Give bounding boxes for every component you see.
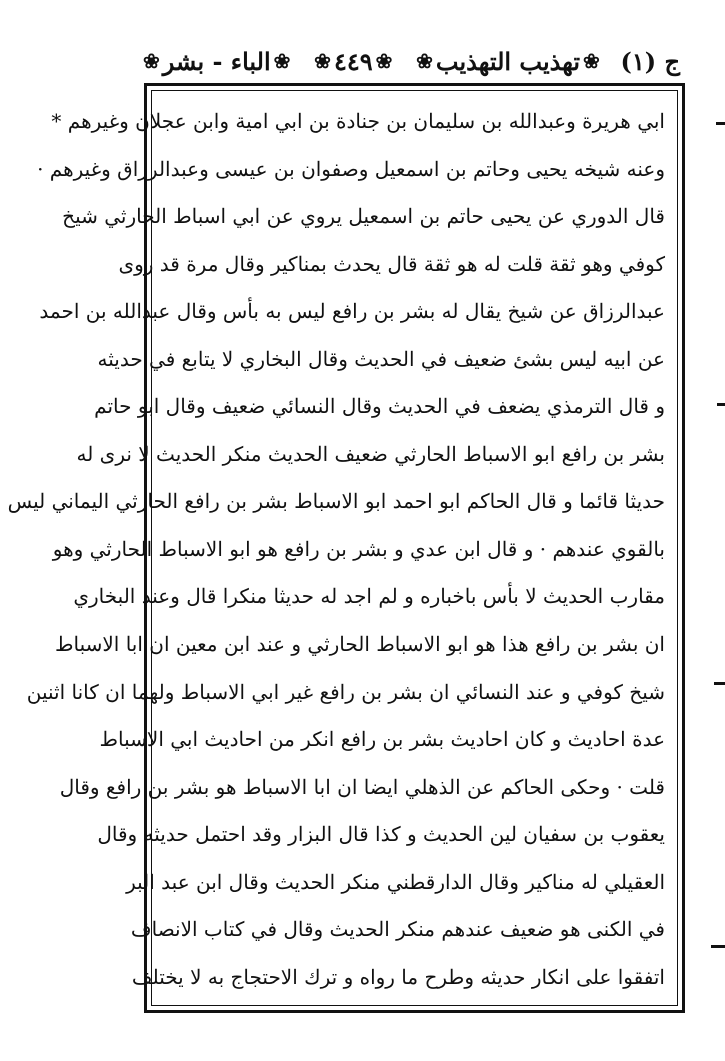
text-line: ان بشر بن رافع هذا هو ابو الاسباط الحارثي و عند ابن معين ان ابا الاسباط (55, 632, 665, 657)
scan-margin-mark (716, 122, 725, 125)
text-line: عبدالرزاق عن شيخ يقال له بشر بن رافع ليس به بأس وقال عبدالله بن احمد (39, 299, 665, 324)
text-line: وعنه شيخه يحيى وحاتم بن اسمعيل وصفوان بن عيسى وعبدالرزاق وغيرهم · (37, 156, 665, 181)
flower-ornament-icon: ❀ (375, 49, 393, 73)
flower-ornament-icon: ❀ (583, 49, 600, 73)
text-line: مقارب الحديث لا بأس باخباره و لم اجد له حديثا منكرا قال وعند البخاري (73, 584, 665, 609)
book-title: تهذيب التهذيب (435, 46, 580, 76)
text-line: في الكنى هو ضعيف عندهم منكر الحديث وقال في كتاب الانصاف (130, 917, 665, 942)
chapter-label: الباء - بشر (162, 46, 271, 76)
scan-margin-mark (714, 682, 725, 685)
text-body (7, 90, 678, 1006)
flower-ornament-icon: ❀ (416, 49, 433, 73)
text-line: قلت · وحكى الحاكم عن الذهلي ايضا ان ابا الاسباط هو بشر بن رافع وقال (59, 774, 665, 799)
title-segment (413, 47, 603, 76)
scan-margin-mark (717, 403, 725, 406)
text-line: عدة احاديث و كان احاديث بشر بن رافع انكر من احاديث ابي الاسباط (99, 727, 665, 752)
text-line: حديثا قائما و قال الحاكم ابو احمد ابو الاسباط بشر بن رافع الحارثي اليماني ليس (7, 489, 665, 514)
text-line: عن ابيه ليس بشئ ضعيف في الحديث وقال البخاري لا يتابع في حديثه (97, 346, 665, 371)
text-line: كوفي وهو ثقة قلت له هو ثقة قال يحدث بمناكير وقال مرة قد روى (118, 251, 665, 276)
page-number-segment (311, 47, 395, 76)
text-line: شيخ كوفي و عند النسائي ان بشر بن رافع غير ابي الاسباط ولهما ان كانا اثنين (26, 679, 665, 704)
volume-segment (621, 47, 680, 76)
volume-label: ج (١) (620, 46, 680, 76)
text-line: يعقوب بن سفيان لين الحديث و كذا قال البزار وقد احتمل حديثه وقال (97, 822, 665, 847)
text-line: قال الدوري عن يحيى حاتم بن اسمعيل يروي عن ابي اسباط الحارثي شيخ (62, 204, 665, 229)
text-frame (7, 83, 685, 1013)
chapter-segment (140, 47, 293, 76)
text-line: اتفقوا على انكار حديثه وطرح ما رواه و ترك الاحتجاج به لا يختلف (131, 964, 665, 989)
page-number: ٤٤٩ (333, 46, 373, 76)
scan-margin-mark (711, 945, 725, 948)
text-line: و قال الترمذي يضعف في الحديث وقال النسائي ضعيف وقال ابو حاتم (94, 394, 665, 419)
flower-ornament-icon: ❀ (314, 49, 331, 73)
text-line: بشر بن رافع ابو الاسباط الحارثي ضعيف الحديث منكر الحديث لا نرى له (76, 441, 665, 466)
text-line: ابي هريرة وعبدالله بن سليمان بن جنادة بن ابي امية وابن عجلان وغيرهم * (51, 109, 665, 133)
text-line: العقيلي له مناكير وقال الدارقطني منكر الحديث وقال ابن عبد البر (126, 869, 665, 894)
running-header (140, 38, 680, 84)
flower-ornament-icon: ❀ (273, 49, 291, 73)
flower-ornament-icon: ❀ (143, 49, 160, 73)
text-line: بالقوي عندهم · و قال ابن عدي و بشر بن رافع هو ابو الاسباط الحارثي وهو (52, 536, 665, 561)
